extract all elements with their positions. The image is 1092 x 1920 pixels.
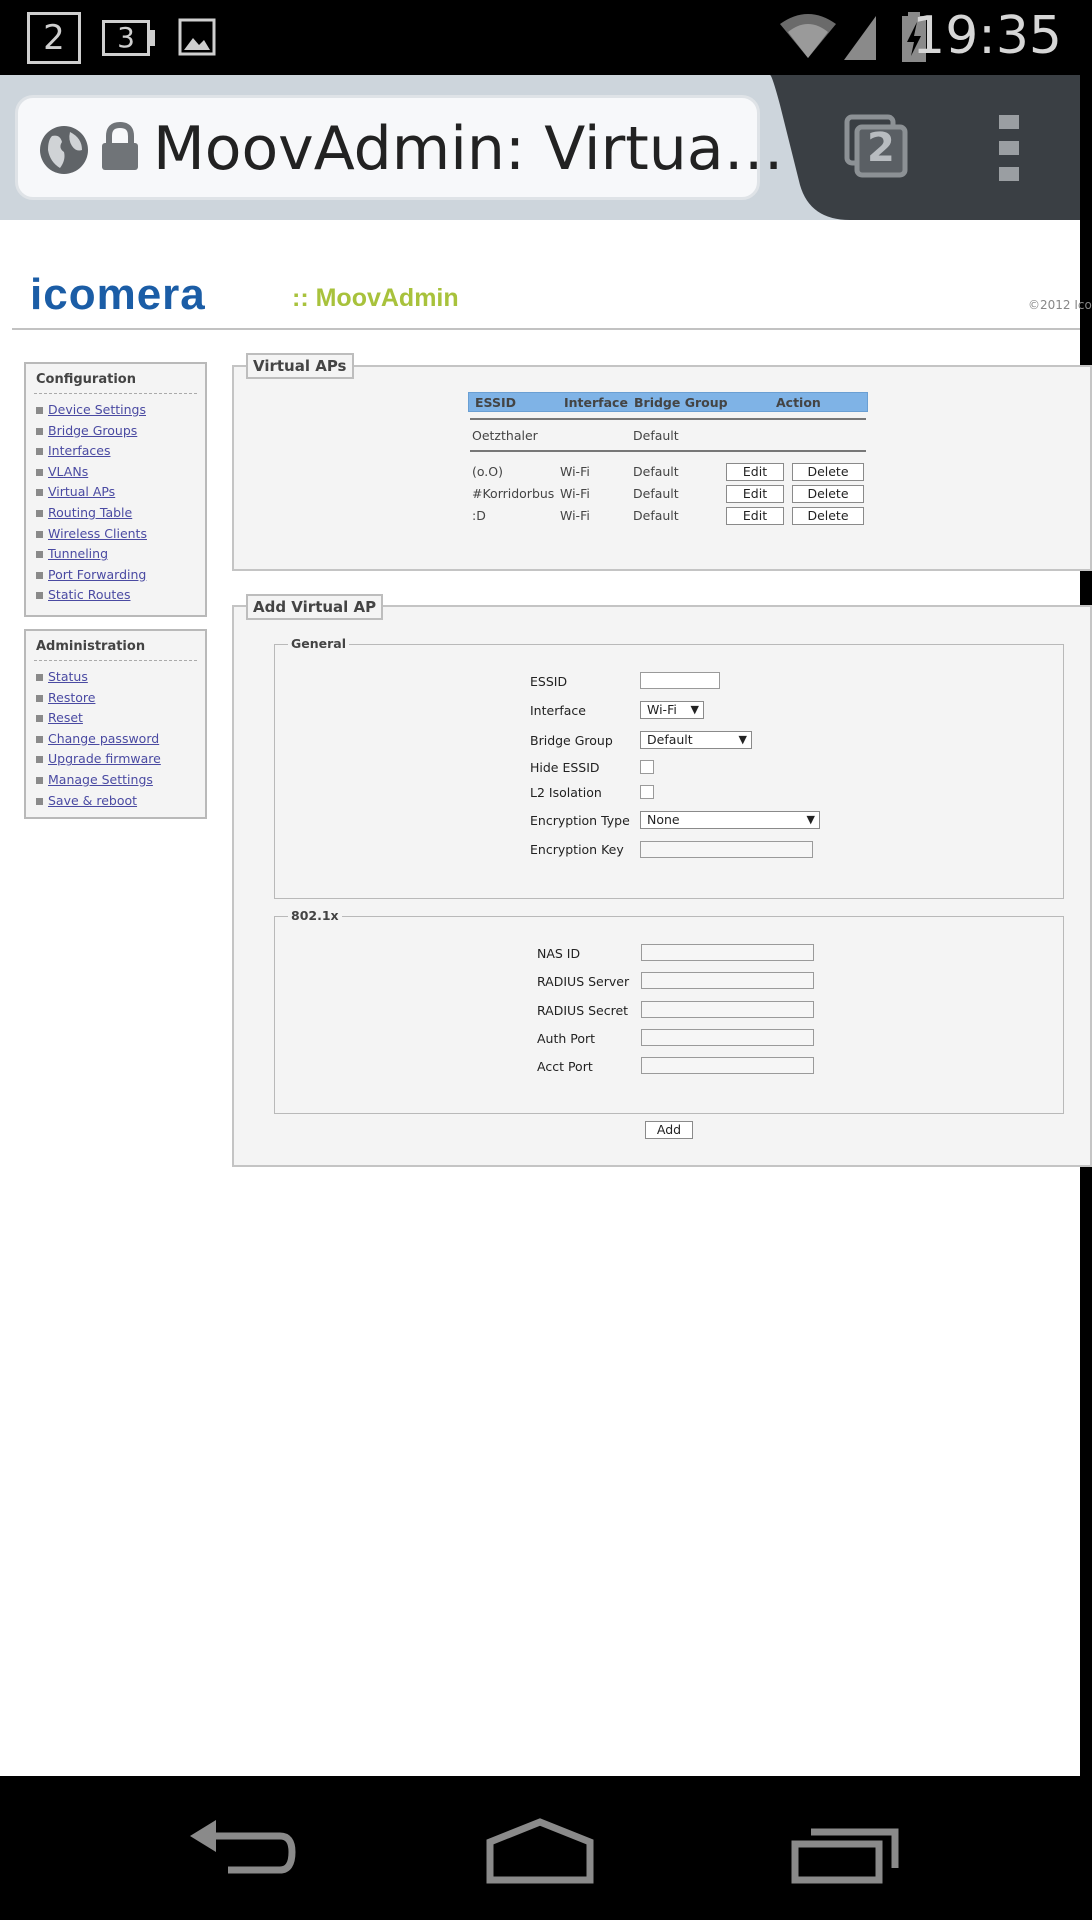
sidebar-link[interactable]: Status	[48, 669, 88, 684]
chevron-down-icon: ▼	[690, 703, 699, 716]
row-interface: Wi-Fi	[560, 486, 590, 501]
tab-switcher-button[interactable]	[845, 115, 907, 177]
overflow-menu-icon[interactable]	[995, 113, 1023, 183]
clock: 19:35	[912, 6, 1062, 66]
table-header	[468, 392, 868, 412]
row-bridge-group: Default	[633, 464, 679, 479]
auth-port-label: Auth Port	[537, 1031, 596, 1046]
recent-apps-icon[interactable]	[785, 1816, 905, 1886]
sidebar-item-bridge-groups[interactable]	[34, 421, 197, 442]
sidebar-link[interactable]: Change password	[48, 730, 160, 746]
sidebar-link[interactable]: VLANs	[48, 463, 89, 479]
header-divider	[12, 328, 1080, 330]
row-bridge-group: Default	[633, 428, 679, 443]
sidebar-administration	[24, 629, 207, 819]
back-icon[interactable]	[180, 1816, 300, 1886]
bridge-group-label: Bridge Group	[530, 733, 613, 748]
acct-port-input[interactable]	[641, 1057, 814, 1074]
sidebar-item-vlans[interactable]	[34, 462, 197, 483]
encryption-type-label: Encryption Type	[530, 813, 630, 828]
sidebar-item-change-password[interactable]	[34, 729, 197, 750]
acct-port-label: Acct Port	[537, 1059, 593, 1074]
interface-select-value: Wi-Fi	[647, 702, 677, 717]
encryption-key-input[interactable]	[640, 841, 813, 858]
signal-battery-icons	[780, 10, 930, 66]
dot1x-legend: 802.1x	[288, 908, 342, 923]
tab-count: 2	[867, 125, 895, 171]
sidebar-item-status[interactable]	[34, 667, 197, 688]
general-legend: General	[288, 636, 349, 651]
hide-essid-label: Hide ESSID	[530, 760, 600, 775]
interface-select[interactable]	[640, 701, 704, 719]
notification-badge-1: 2	[27, 12, 81, 64]
sidebar-item-interfaces[interactable]	[34, 441, 197, 462]
radius-server-label: RADIUS Server	[537, 974, 630, 989]
nas-id-input[interactable]	[641, 944, 814, 961]
logo-text: icomera	[30, 270, 206, 319]
col-bridge-group: Bridge Group	[634, 395, 728, 410]
encryption-key-label: Encryption Key	[530, 842, 624, 857]
sidebar-link[interactable]: Save & reboot	[48, 792, 138, 808]
delete-button[interactable]: Delete	[792, 507, 864, 525]
sidebar-item-routing-table[interactable]	[34, 503, 197, 524]
edit-button[interactable]: Edit	[726, 507, 784, 525]
sidebar-link[interactable]: Upgrade firmware	[48, 751, 161, 767]
lock-icon	[100, 122, 140, 172]
row-essid: #Korridorbus	[472, 486, 555, 501]
sidebar-item-tunneling[interactable]	[34, 544, 197, 565]
row-bridge-group: Default	[633, 486, 679, 501]
sidebar-link[interactable]: Wireless Clients	[48, 525, 147, 541]
sidebar-link[interactable]: Virtual APs	[48, 484, 116, 500]
toolbar-tab-area	[770, 75, 1080, 220]
page-title: MoovAdmin: Virtua…	[153, 114, 784, 184]
home-icon[interactable]	[480, 1816, 600, 1886]
notification-badge-nub	[148, 30, 155, 46]
sidebar-link[interactable]: Interfaces	[48, 443, 111, 459]
col-essid: ESSID	[475, 395, 517, 410]
sidebar-link[interactable]: Tunneling	[48, 546, 108, 562]
sidebar-item-save-reboot[interactable]	[34, 791, 197, 812]
status-bar	[0, 0, 1080, 75]
row-essid: Oetzthaler	[472, 428, 538, 443]
globe-icon	[38, 124, 90, 176]
sidebar-link[interactable]: Device Settings	[48, 402, 146, 417]
edit-button[interactable]: Edit	[726, 463, 784, 481]
radius-secret-label: RADIUS Secret	[537, 1003, 629, 1018]
image-notification-icon	[178, 18, 216, 56]
bridge-group-select-value: Default	[647, 732, 693, 747]
col-action: Action	[776, 395, 821, 410]
sidebar-link[interactable]: Bridge Groups	[48, 422, 138, 438]
auth-port-input[interactable]	[641, 1029, 814, 1046]
l2-isolation-checkbox[interactable]	[640, 785, 654, 799]
table-row-default	[468, 426, 868, 448]
table-divider	[470, 450, 866, 452]
radius-secret-input[interactable]	[641, 1001, 814, 1018]
hide-essid-checkbox[interactable]	[640, 760, 654, 774]
copyright: ©2012 Ico	[1028, 298, 1092, 312]
sidebar-link[interactable]: Manage Settings	[48, 771, 153, 787]
sidebar-item-reset[interactable]	[34, 708, 197, 729]
row-interface: Wi-Fi	[560, 508, 590, 523]
row-essid: (o.O)	[472, 464, 503, 479]
sidebar-item-manage-settings[interactable]	[34, 770, 197, 791]
col-interface: Interface	[564, 395, 628, 410]
sidebar-link[interactable]: Reset	[48, 710, 83, 726]
edit-button[interactable]: Edit	[726, 485, 784, 503]
android-nav-bar	[0, 1776, 1080, 1920]
add-virtual-ap-legend: Add Virtual AP	[246, 594, 383, 620]
chevron-down-icon: ▼	[738, 733, 747, 746]
sidebar-item-upgrade-firmware[interactable]	[34, 749, 197, 770]
url-bar[interactable]	[15, 95, 784, 200]
bridge-group-select[interactable]	[640, 731, 752, 749]
l2-isolation-label: L2 Isolation	[530, 785, 602, 800]
sidebar-item-restore[interactable]	[34, 688, 197, 709]
essid-input[interactable]	[640, 672, 720, 689]
add-button[interactable]: Add	[645, 1121, 693, 1139]
interface-label: Interface	[530, 703, 586, 718]
sidebar-item-port-forwarding[interactable]	[34, 565, 197, 586]
web-page	[0, 220, 1092, 1776]
encryption-type-select-value: None	[647, 812, 680, 827]
row-bridge-group: Default	[633, 508, 679, 523]
notification-badge-2: 3	[102, 20, 150, 56]
sidebar-item-device-settings[interactable]	[34, 400, 197, 421]
sidebar-item-wireless-clients[interactable]	[34, 524, 197, 545]
sidebar-link[interactable]: Routing Table	[48, 504, 133, 520]
encryption-type-select[interactable]	[640, 811, 820, 829]
row-essid: :D	[472, 508, 486, 523]
sidebar-link[interactable]: Port Forwarding	[48, 566, 147, 582]
table-row	[468, 462, 868, 484]
row-interface: Wi-Fi	[560, 464, 590, 479]
icomera-logo	[30, 270, 459, 320]
table-row	[468, 506, 868, 528]
table-row	[468, 484, 868, 506]
nas-id-label: NAS ID	[537, 946, 581, 961]
sidebar-item-virtual-aps[interactable]	[34, 482, 197, 503]
chevron-down-icon: ▼	[806, 813, 815, 826]
virtual-aps-legend: Virtual APs	[246, 353, 354, 379]
sidebar-administration-title: Administration	[34, 637, 197, 661]
sidebar-link[interactable]: Restore	[48, 689, 96, 705]
product-name: :: MoovAdmin	[292, 284, 459, 312]
delete-button[interactable]: Delete	[792, 463, 864, 481]
sidebar-configuration	[24, 362, 207, 617]
sidebar-link[interactable]: Static Routes	[48, 587, 131, 603]
delete-button[interactable]: Delete	[792, 485, 864, 503]
sidebar-item-static-routes[interactable]	[34, 585, 197, 606]
radius-server-input[interactable]	[641, 972, 814, 989]
sidebar-configuration-title: Configuration	[34, 370, 197, 394]
essid-label: ESSID	[530, 674, 568, 689]
table-divider	[470, 418, 866, 420]
browser-toolbar	[0, 75, 1080, 220]
virtual-aps-table	[468, 392, 868, 528]
